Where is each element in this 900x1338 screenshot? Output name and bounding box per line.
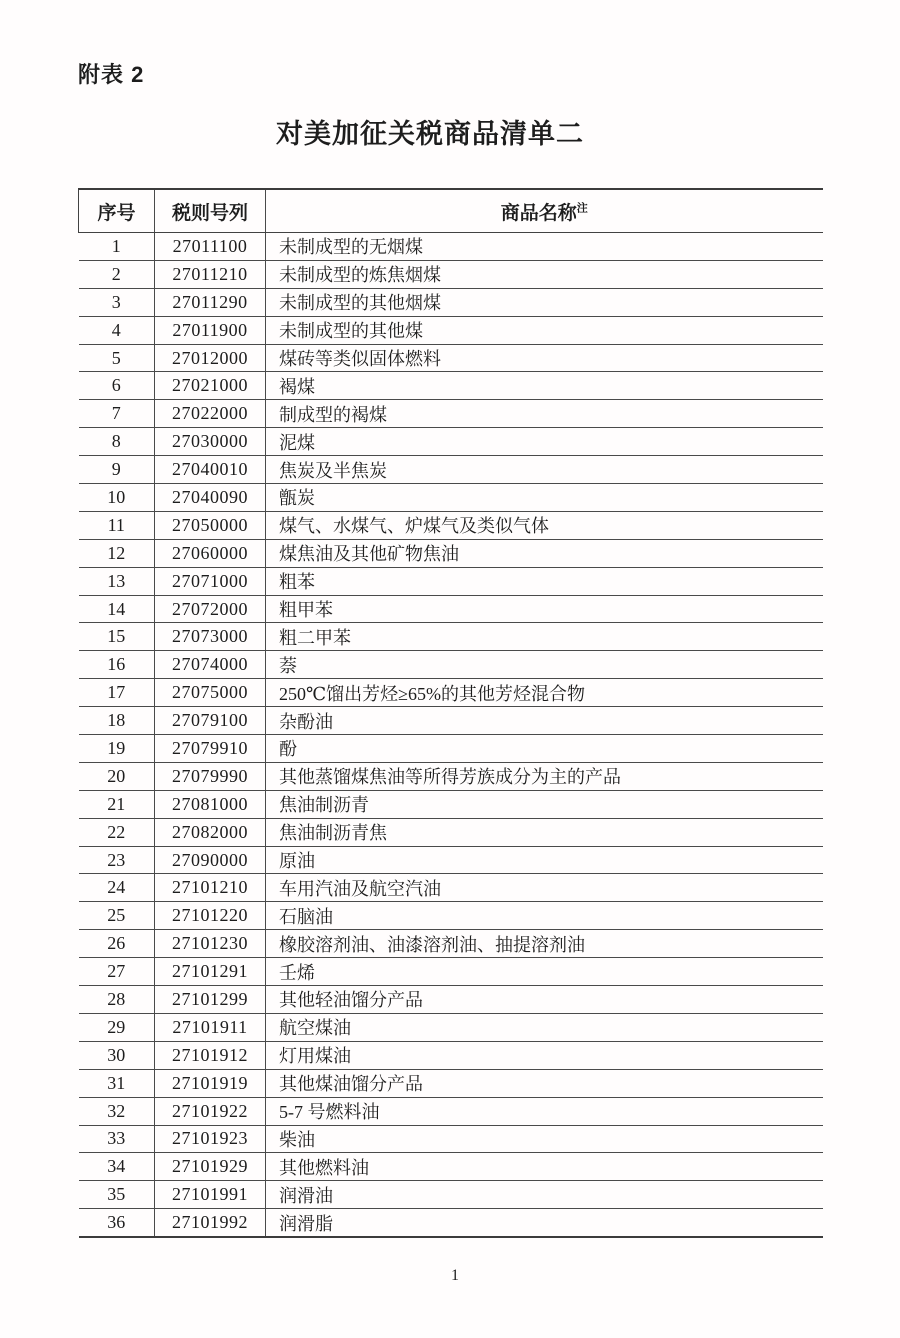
table-row xyxy=(79,1097,823,1125)
table-row xyxy=(79,567,823,595)
cell-name: 其他燃料油 xyxy=(266,1153,823,1181)
cell-code: 27082000 xyxy=(155,818,266,846)
table-row xyxy=(79,372,823,400)
cell-index: 17 xyxy=(79,679,155,707)
cell-index: 31 xyxy=(79,1069,155,1097)
cell-code: 27075000 xyxy=(155,679,266,707)
table-row xyxy=(79,316,823,344)
cell-index: 2 xyxy=(79,260,155,288)
cell-code: 27021000 xyxy=(155,372,266,400)
cell-name: 原油 xyxy=(266,846,823,874)
table-row xyxy=(79,958,823,986)
appendix-label: 附表 2 xyxy=(78,62,145,87)
cell-code: 27074000 xyxy=(155,651,266,679)
table-row xyxy=(79,735,823,763)
cell-index: 14 xyxy=(79,595,155,623)
table-row xyxy=(79,623,823,651)
cell-index: 8 xyxy=(79,428,155,456)
column-header-index xyxy=(79,189,155,233)
table-row xyxy=(79,1041,823,1069)
cell-index: 5 xyxy=(79,344,155,372)
cell-code: 27012000 xyxy=(155,344,266,372)
cell-name: 其他煤油馏分产品 xyxy=(266,1069,823,1097)
table-row xyxy=(79,707,823,735)
cell-index: 36 xyxy=(79,1209,155,1237)
cell-name: 未制成型的炼焦烟煤 xyxy=(266,260,823,288)
cell-index: 4 xyxy=(79,316,155,344)
table-row xyxy=(79,288,823,316)
cell-name: 焦油制沥青焦 xyxy=(266,818,823,846)
cell-index: 1 xyxy=(79,233,155,261)
cell-code: 27101291 xyxy=(155,958,266,986)
cell-name: 橡胶溶剂油、油漆溶剂油、抽提溶剂油 xyxy=(266,930,823,958)
cell-name: 粗苯 xyxy=(266,567,823,595)
cell-name: 杂酚油 xyxy=(266,707,823,735)
cell-code: 27022000 xyxy=(155,400,266,428)
table-row xyxy=(79,1181,823,1209)
cell-index: 22 xyxy=(79,818,155,846)
column-header-note-superscript: 注 xyxy=(576,202,588,215)
cell-code: 27073000 xyxy=(155,623,266,651)
table-row xyxy=(79,986,823,1014)
cell-name: 焦炭及半焦炭 xyxy=(266,456,823,484)
page-number: 1 xyxy=(451,1267,459,1284)
cell-code: 27040010 xyxy=(155,456,266,484)
cell-code: 27072000 xyxy=(155,595,266,623)
cell-name: 粗甲苯 xyxy=(266,595,823,623)
cell-index: 33 xyxy=(79,1125,155,1153)
cell-index: 20 xyxy=(79,762,155,790)
table-row xyxy=(79,930,823,958)
cell-code: 27101929 xyxy=(155,1153,266,1181)
cell-code: 27050000 xyxy=(155,511,266,539)
column-header-code xyxy=(155,189,266,233)
cell-index: 26 xyxy=(79,930,155,958)
cell-name: 石脑油 xyxy=(266,902,823,930)
cell-name: 未制成型的其他煤 xyxy=(266,316,823,344)
cell-code: 27101919 xyxy=(155,1069,266,1097)
cell-name: 煤焦油及其他矿物焦油 xyxy=(266,539,823,567)
cell-name: 褐煤 xyxy=(266,372,823,400)
cell-index: 25 xyxy=(79,902,155,930)
column-header-name xyxy=(266,189,823,233)
cell-code: 27101912 xyxy=(155,1041,266,1069)
cell-code: 27011900 xyxy=(155,316,266,344)
table-row xyxy=(79,679,823,707)
table-row xyxy=(79,846,823,874)
cell-index: 10 xyxy=(79,484,155,512)
cell-code: 27079990 xyxy=(155,762,266,790)
table-row xyxy=(79,595,823,623)
cell-name: 5-7 号燃料油 xyxy=(266,1097,823,1125)
cell-name: 其他轻油馏分产品 xyxy=(266,986,823,1014)
table-row xyxy=(79,484,823,512)
table-row xyxy=(79,762,823,790)
cell-index: 3 xyxy=(79,288,155,316)
cell-name: 润滑油 xyxy=(266,1181,823,1209)
table-row xyxy=(79,260,823,288)
cell-name: 制成型的褐煤 xyxy=(266,400,823,428)
cell-index: 29 xyxy=(79,1013,155,1041)
cell-index: 16 xyxy=(79,651,155,679)
cell-code: 27071000 xyxy=(155,567,266,595)
cell-name: 灯用煤油 xyxy=(266,1041,823,1069)
table-row xyxy=(79,790,823,818)
cell-code: 27101991 xyxy=(155,1181,266,1209)
cell-code: 27101922 xyxy=(155,1097,266,1125)
cell-code: 27040090 xyxy=(155,484,266,512)
table-row xyxy=(79,400,823,428)
cell-code: 27101220 xyxy=(155,902,266,930)
table-row xyxy=(79,651,823,679)
cell-index: 19 xyxy=(79,735,155,763)
cell-code: 27090000 xyxy=(155,846,266,874)
cell-name: 其他蒸馏煤焦油等所得芳族成分为主的产品 xyxy=(266,762,823,790)
page-title: 对美加征关税商品清单二 xyxy=(276,119,584,149)
table-row xyxy=(79,1013,823,1041)
cell-index: 34 xyxy=(79,1153,155,1181)
column-header-index-label: 序号 xyxy=(97,202,136,224)
column-header-code-label: 税则号列 xyxy=(171,202,248,224)
cell-code: 27060000 xyxy=(155,539,266,567)
cell-index: 28 xyxy=(79,986,155,1014)
cell-name: 未制成型的无烟煤 xyxy=(266,233,823,261)
tariff-table xyxy=(78,188,823,1238)
table-row xyxy=(79,1125,823,1153)
table-row xyxy=(79,874,823,902)
cell-name: 粗二甲苯 xyxy=(266,623,823,651)
cell-name: 煤气、水煤气、炉煤气及类似气体 xyxy=(266,511,823,539)
table-row xyxy=(79,1209,823,1237)
cell-index: 15 xyxy=(79,623,155,651)
cell-code: 27101992 xyxy=(155,1209,266,1237)
cell-name: 甑炭 xyxy=(266,484,823,512)
cell-code: 27079910 xyxy=(155,735,266,763)
cell-index: 7 xyxy=(79,400,155,428)
cell-name: 未制成型的其他烟煤 xyxy=(266,288,823,316)
cell-code: 27101923 xyxy=(155,1125,266,1153)
cell-index: 6 xyxy=(79,372,155,400)
table-row xyxy=(79,456,823,484)
cell-code: 27079100 xyxy=(155,707,266,735)
cell-index: 12 xyxy=(79,539,155,567)
cell-name: 柴油 xyxy=(266,1125,823,1153)
cell-name: 航空煤油 xyxy=(266,1013,823,1041)
cell-name: 酚 xyxy=(266,735,823,763)
table-row xyxy=(79,902,823,930)
cell-code: 27011290 xyxy=(155,288,266,316)
table-row xyxy=(79,1153,823,1181)
cell-code: 27101299 xyxy=(155,986,266,1014)
cell-code: 27101911 xyxy=(155,1013,266,1041)
cell-code: 27101210 xyxy=(155,874,266,902)
table-row xyxy=(79,233,823,261)
cell-index: 27 xyxy=(79,958,155,986)
cell-code: 27081000 xyxy=(155,790,266,818)
cell-name: 萘 xyxy=(266,651,823,679)
cell-name: 煤砖等类似固体燃料 xyxy=(266,344,823,372)
cell-index: 35 xyxy=(79,1181,155,1209)
cell-index: 32 xyxy=(79,1097,155,1125)
cell-code: 27011100 xyxy=(155,233,266,261)
table-row xyxy=(79,511,823,539)
table-row xyxy=(79,539,823,567)
column-header-name-label: 商品名称 xyxy=(500,202,577,224)
cell-index: 11 xyxy=(79,511,155,539)
cell-index: 13 xyxy=(79,567,155,595)
cell-index: 18 xyxy=(79,707,155,735)
cell-name: 壬烯 xyxy=(266,958,823,986)
cell-index: 23 xyxy=(79,846,155,874)
cell-name: 车用汽油及航空汽油 xyxy=(266,874,823,902)
cell-index: 24 xyxy=(79,874,155,902)
table-row xyxy=(79,344,823,372)
cell-name: 焦油制沥青 xyxy=(266,790,823,818)
cell-code: 27011210 xyxy=(155,260,266,288)
cell-index: 9 xyxy=(79,456,155,484)
cell-name: 250℃馏出芳烃≥65%的其他芳烃混合物 xyxy=(266,679,823,707)
cell-index: 21 xyxy=(79,790,155,818)
cell-code: 27101230 xyxy=(155,930,266,958)
cell-index: 30 xyxy=(79,1041,155,1069)
table-body xyxy=(79,233,823,1238)
cell-code: 27030000 xyxy=(155,428,266,456)
cell-name: 泥煤 xyxy=(266,428,823,456)
table-row xyxy=(79,1069,823,1097)
cell-name: 润滑脂 xyxy=(266,1209,823,1237)
table-row xyxy=(79,818,823,846)
table-row xyxy=(79,428,823,456)
table-header-row xyxy=(79,189,823,233)
